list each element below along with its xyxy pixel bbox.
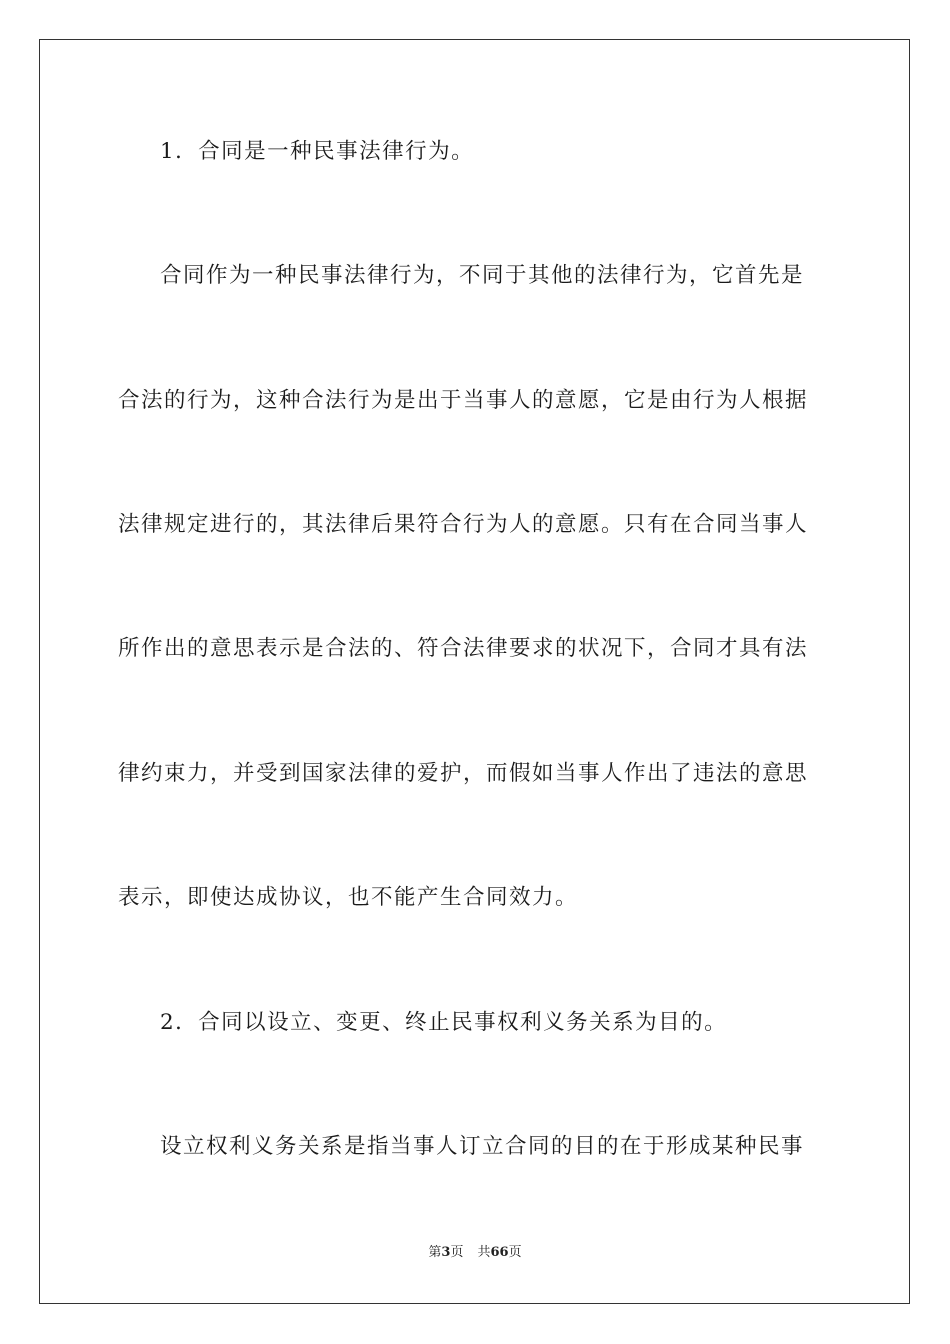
section-heading-1: 1．合同是一种民事法律行为。 xyxy=(160,139,475,164)
total-prefix: 共 xyxy=(477,1245,491,1260)
paragraph-line: 所作出的意思表示是合法的、符合法律要求的状况下，合同才具有法 xyxy=(118,636,809,661)
paragraph-line: 律约束力，并受到国家法律的爱护，而假如当事人作出了违法的意思 xyxy=(118,761,809,786)
page-suffix: 页 xyxy=(450,1245,464,1260)
page-border xyxy=(39,39,910,1304)
page-number: 3 xyxy=(441,1245,451,1260)
page-prefix: 第 xyxy=(428,1245,442,1260)
page-footer xyxy=(0,1244,950,1262)
paragraph-line: 法律规定进行的，其法律后果符合行为人的意愿。只有在合同当事人 xyxy=(118,512,809,537)
total-pages: 66 xyxy=(490,1245,509,1260)
paragraph-line: 表示，即使达成协议，也不能产生合同效力。 xyxy=(118,885,579,910)
paragraph-line: 合同作为一种民事法律行为，不同于其他的法律行为，它首先是 xyxy=(160,263,805,288)
paragraph-line: 合法的行为，这种合法行为是出于当事人的意愿，它是由行为人根据 xyxy=(118,388,809,413)
section-heading-2: 2．合同以设立、变更、终止民事权利义务关系为目的。 xyxy=(160,1010,728,1035)
total-suffix: 页 xyxy=(508,1245,522,1260)
paragraph-line: 设立权利义务关系是指当事人订立合同的目的在于形成某种民事 xyxy=(160,1134,805,1159)
